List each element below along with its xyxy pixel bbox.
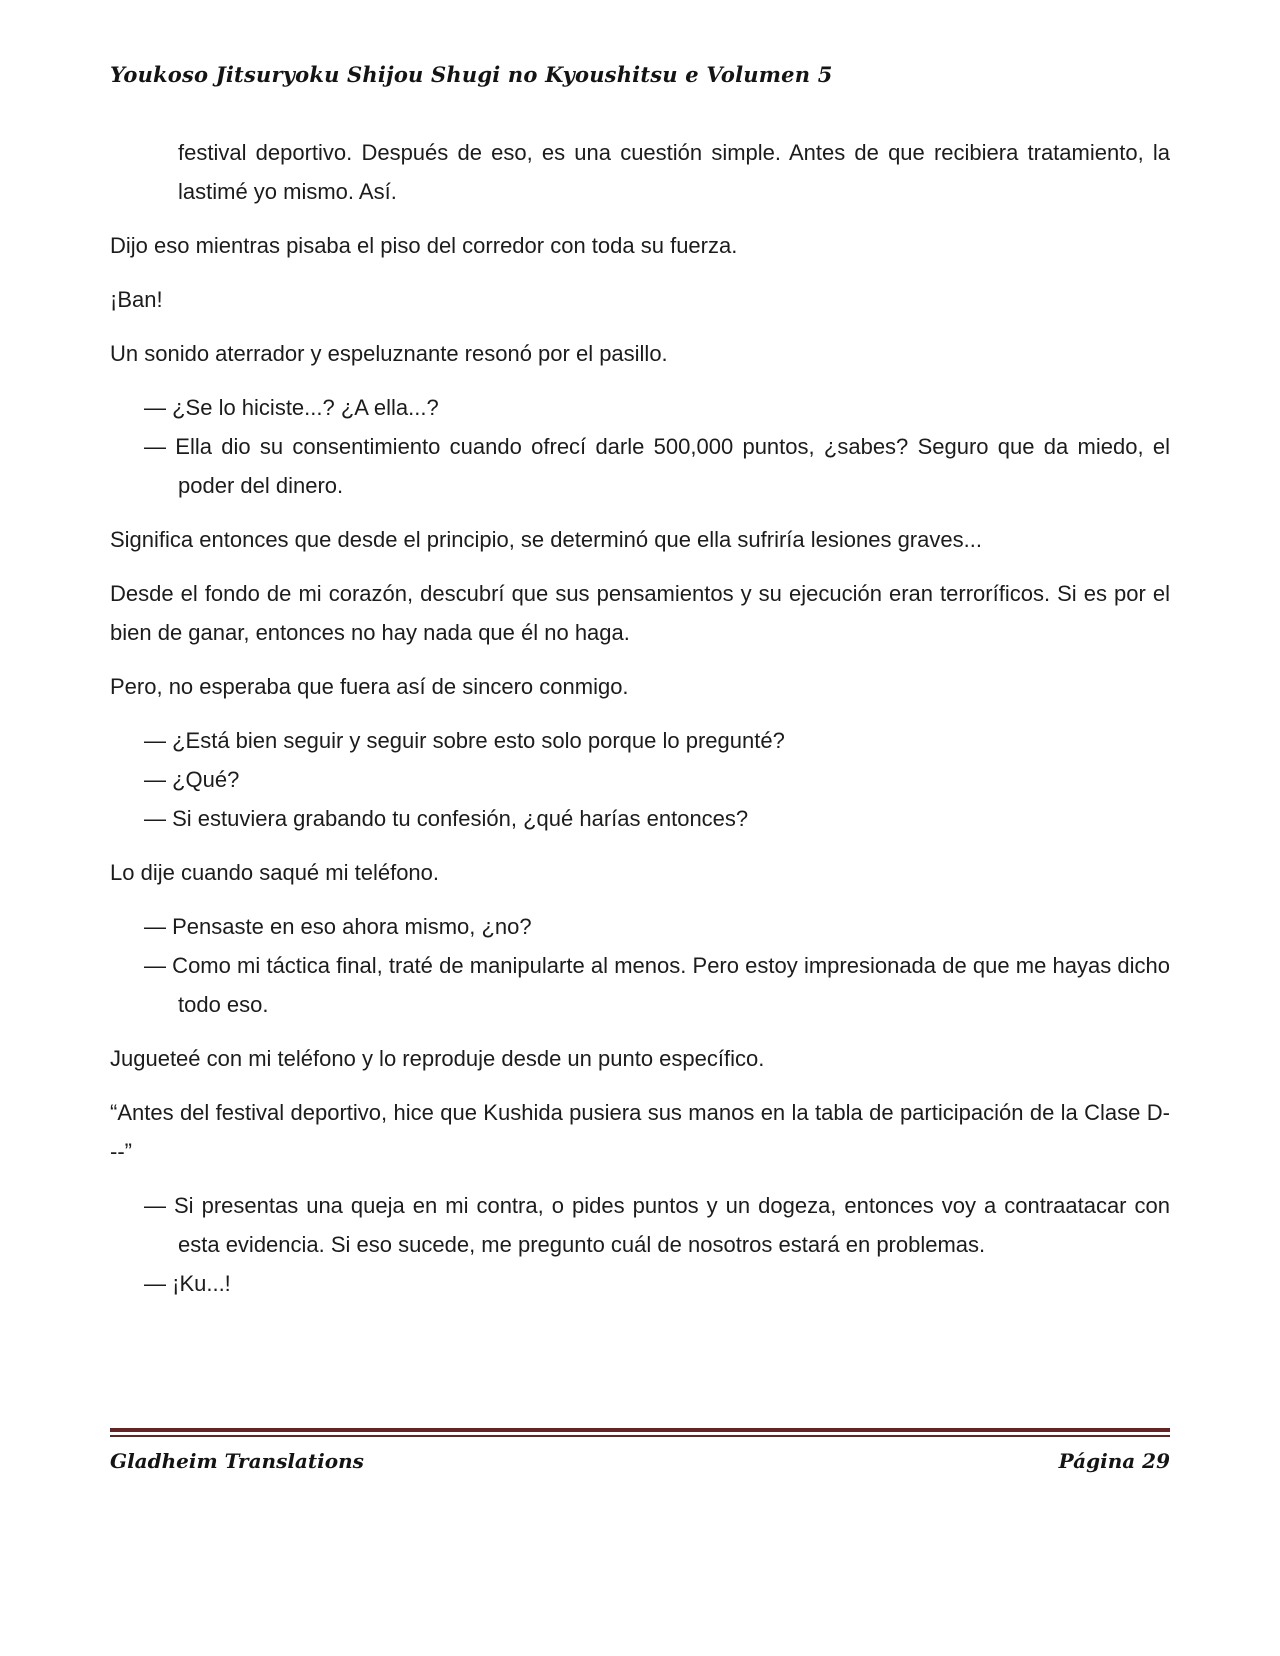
dialogue-line: — Pensaste en eso ahora mismo, ¿no? [144,914,532,939]
paragraph: Significa entonces que desde el principio, se determinó que ella sufriría lesiones graves... [110,527,982,552]
page-header-title: Youkoso Jitsuryoku Shijou Shugi no Kyoushitsu e Volumen 5 [110,62,833,87]
paragraph: Lo dije cuando saqué mi teléfono. [110,860,440,885]
footer-rule [110,1428,1170,1437]
paragraph: “Antes del festival deportivo, hice que Kushida pusiera sus manos en la tabla de participación de la Clase D---” [110,1100,1170,1164]
dialogue-group [110,388,1170,505]
dialogue-line: — Como mi táctica final, traté de manipularte al menos. Pero estoy impresionada de que me hayas dicho todo eso. [144,953,1170,1017]
paragraph: Desde el fondo de mi corazón, descubrí que sus pensamientos y su ejecución eran terroríficos. Si es por el bien de ganar, entonces no hay nada que él no haga. [110,581,1170,645]
dialogue-line: — ¡Ku...! [144,1271,231,1296]
footer-page-number: Página 29 [1058,1449,1170,1473]
dialogue-line: — ¿Qué? [144,767,240,792]
page-body [110,133,1170,1303]
paragraph: ¡Ban! [110,287,163,312]
page-footer [110,1428,1170,1473]
dialogue-line: — ¿Se lo hiciste...? ¿A ella...? [144,395,439,420]
dialogue-line: — Si presentas una queja en mi contra, o pides puntos y un dogeza, entonces voy a contraatacar con esta evidencia. Si eso sucede, me pregunto cuál de nosotros estará en problemas. [144,1193,1170,1257]
footer-translator: Gladheim Translations [110,1449,364,1473]
dialogue-line: — Ella dio su consentimiento cuando ofrecí darle 500,000 puntos, ¿sabes? Seguro que da miedo, el poder del dinero. [144,434,1170,498]
paragraph: Pero, no esperaba que fuera así de sincero conmigo. [110,674,629,699]
dialogue-line: — ¿Está bien seguir y seguir sobre esto solo porque lo pregunté? [144,728,785,753]
paragraph: Dijo eso mientras pisaba el piso del corredor con toda su fuerza. [110,233,738,258]
dialogue-line: — Si estuviera grabando tu confesión, ¿qué harías entonces? [144,806,749,831]
paragraph: Un sonido aterrador y espeluznante resonó por el pasillo. [110,341,668,366]
paragraph: festival deportivo. Después de eso, es una cuestión simple. Antes de que recibiera tratamiento, la lastimé yo mismo. Así. [178,140,1170,204]
dialogue-group [110,907,1170,1024]
paragraph: Jugueteé con mi teléfono y lo reproduje desde un punto específico. [110,1046,765,1071]
dialogue-group [110,1186,1170,1303]
footer-text-row [110,1449,1170,1473]
dialogue-group [110,721,1170,838]
